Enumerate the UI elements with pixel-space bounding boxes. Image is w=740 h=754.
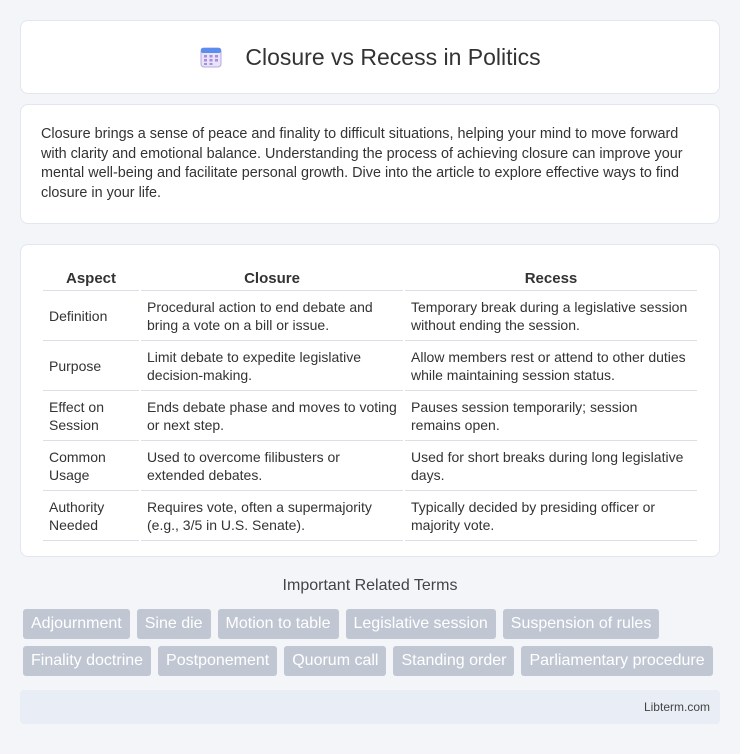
column-header-closure: Closure (141, 263, 403, 291)
page-title: Closure vs Recess in Politics (245, 43, 541, 70)
tag-finality-doctrine[interactable]: Finality doctrine (23, 646, 151, 676)
cell-closure: Used to overcome filibusters or extended debates. (141, 441, 403, 491)
table-row (43, 441, 697, 491)
table-row (43, 341, 697, 391)
cell-aspect: Definition (43, 291, 139, 341)
cell-closure: Procedural action to end debate and bring a vote on a bill or issue. (141, 291, 403, 341)
cell-recess: Allow members rest or attend to other duties while maintaining session status. (405, 341, 697, 391)
cell-aspect: Authority Needed (43, 491, 139, 541)
tag-row (23, 646, 723, 676)
cell-aspect: Purpose (43, 341, 139, 391)
tag-quorum-call[interactable]: Quorum call (284, 646, 386, 676)
related-terms-title: Important Related Terms (282, 577, 458, 594)
calendar-icon (199, 45, 223, 69)
column-header-aspect: Aspect (43, 263, 139, 291)
table-row (43, 491, 697, 541)
cell-recess: Typically decided by presiding officer or majority vote. (405, 491, 697, 541)
table-row (43, 391, 697, 441)
column-header-recess: Recess (405, 263, 697, 291)
intro-card (20, 104, 720, 224)
tag-motion-to-table[interactable]: Motion to table (218, 609, 339, 639)
cell-aspect: Common Usage (43, 441, 139, 491)
related-terms-list (23, 609, 723, 683)
cell-aspect: Effect on Session (43, 391, 139, 441)
cell-recess: Pauses session temporarily; session remains open. (405, 391, 697, 441)
cell-closure: Ends debate phase and moves to voting or next step. (141, 391, 403, 441)
cell-closure: Limit debate to expedite legislative decision-making. (141, 341, 403, 391)
tag-legislative-session[interactable]: Legislative session (346, 609, 496, 639)
cell-closure: Requires vote, often a supermajority (e.g., 3/5 in U.S. Senate). (141, 491, 403, 541)
page-header (20, 20, 720, 94)
cell-recess: Temporary break during a legislative session without ending the session. (405, 291, 697, 341)
comparison-table (41, 263, 699, 541)
tag-suspension-of-rules[interactable]: Suspension of rules (503, 609, 660, 639)
tag-postponement[interactable]: Postponement (158, 646, 277, 676)
table-row (43, 291, 697, 341)
tag-row (23, 609, 723, 639)
intro-text: Closure brings a sense of peace and finality to difficult situations, helping your mind to move forward with clarity and emotional balance. Understanding the process of achieving closure can improve your mental well-being and facilitate personal growth. Dive into the article to explore effective ways to find closure in your life. (41, 126, 683, 201)
tag-parliamentary-procedure[interactable]: Parliamentary procedure (521, 646, 712, 676)
comparison-table-card (20, 244, 720, 557)
cell-recess: Used for short breaks during long legislative days. (405, 441, 697, 491)
footer (20, 690, 720, 724)
table-header-row (43, 263, 697, 291)
tag-standing-order[interactable]: Standing order (393, 646, 514, 676)
tag-adjournment[interactable]: Adjournment (23, 609, 130, 639)
tag-sine-die[interactable]: Sine die (137, 609, 211, 639)
footer-site-link[interactable]: Libterm.com (643, 700, 710, 714)
